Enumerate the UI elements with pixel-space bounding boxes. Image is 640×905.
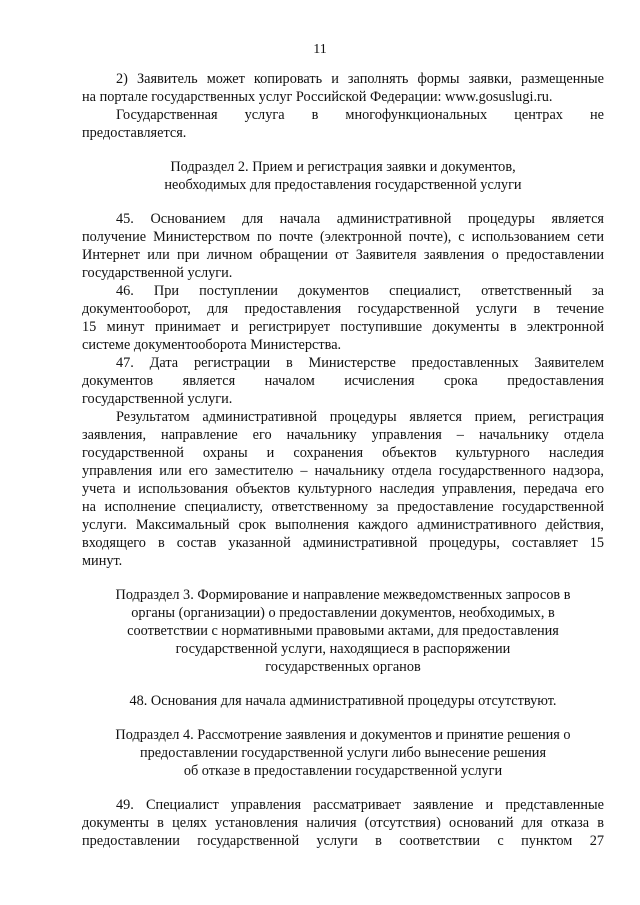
text-line: Государственная услуга в многофункциональных центрах не [116,107,604,123]
text-line: на портале государственных услуг Российской Федерации: www.gosuslugi.ru. [82,89,553,105]
subsection-heading-2 [82,158,604,194]
text-line: 49. Специалист управления рассматривает заявление и представленные [116,797,604,813]
text-line: 48. Основания для начала административной процедуры отсутствуют. [129,693,557,709]
paragraph-45 [82,210,604,282]
heading-line: Подраздел 2. Прием и регистрация заявки и документов, [170,159,516,175]
text-line: 47. Дата регистрации в Министерстве предоставленных Заявителем [116,355,604,371]
document-body [82,70,604,850]
text-line: Результатом административной процедуры является прием, регистрация [116,409,604,425]
paragraph-portal [82,70,604,106]
heading-line: государственной услуги, находящиеся в распоряжении [175,641,511,657]
paragraph-48 [82,692,604,710]
heading-line: Подраздел 4. Рассмотрение заявления и документов и принятие решения о [115,727,571,743]
heading-line: Подраздел 3. Формирование и направление межведомственных запросов в [115,587,571,603]
text-line: документы в целях установления наличия (отсутствия) оснований для отказа в [82,815,604,831]
text-line: предоставляется. [82,125,187,141]
text-line: получение Министерством по почте (электронной почте), с использованием сети [82,229,604,245]
heading-line: государственных органов [265,659,421,675]
text-line: 15 минут принимает и регистрирует поступившие документы в электронной [82,319,604,335]
paragraph-46 [82,282,604,354]
page-number: 11 [313,42,327,57]
text-line: на исполнение специалисту, ответственному за предоставление государственной [82,499,604,515]
text-line: 46. При поступлении документов специалист, ответственный за [116,283,604,299]
text-line: документов является началом исчисления срока предоставления [82,373,604,389]
text-line: документооборот, для предоставления государственной услуги в течение [82,301,604,317]
text-line: 2) Заявитель может копировать и заполнять формы заявки, размещенные [116,71,604,87]
heading-line: об отказе в предоставлении государственной услуги [183,763,503,779]
text-line: входящего в состав указанной административной процедуры, составляет 15 [82,535,604,551]
subsection-heading-4 [82,726,604,780]
heading-line: соответствии с нормативными правовыми актами, для предоставления [127,623,559,639]
text-line: Интернет или при личном обращении от Заявителя заявления о предоставлении [82,247,604,263]
text-line: государственной услуги. [82,265,233,281]
heading-line: необходимых для предоставления государственной услуги [164,177,522,193]
subsection-heading-3 [82,586,604,676]
text-line: государственной охраны и сохранения объектов культурного наследия [82,445,604,461]
paragraph-47 [82,354,604,408]
text-line: услуги. Максимальный срок выполнения каждого административного действия, [82,517,604,533]
text-line: управления или его заместителю – начальнику отдела государственного надзора, [82,463,604,479]
heading-line: предоставлении государственной услуги либо вынесение решения [139,745,547,761]
heading-line: органы (организации) о предоставлении документов, необходимых, в [131,605,555,621]
text-line: системе документооборота Министерства. [82,337,342,353]
paragraph-mfc [82,106,604,142]
text-line: предоставлении государственной услуги в соответствии с пунктом 27 [82,833,604,849]
paragraph-result [82,408,604,570]
text-line: минут. [82,553,123,569]
text-line: государственной услуги. [82,391,233,407]
text-line: заявления, направление его начальнику управления – начальнику отдела [82,427,604,443]
text-line: 45. Основанием для начала административной процедуры является [116,211,604,227]
paragraph-49 [82,796,604,850]
text-line: учета и использования объектов культурного наследия управления, передача его [82,481,604,497]
